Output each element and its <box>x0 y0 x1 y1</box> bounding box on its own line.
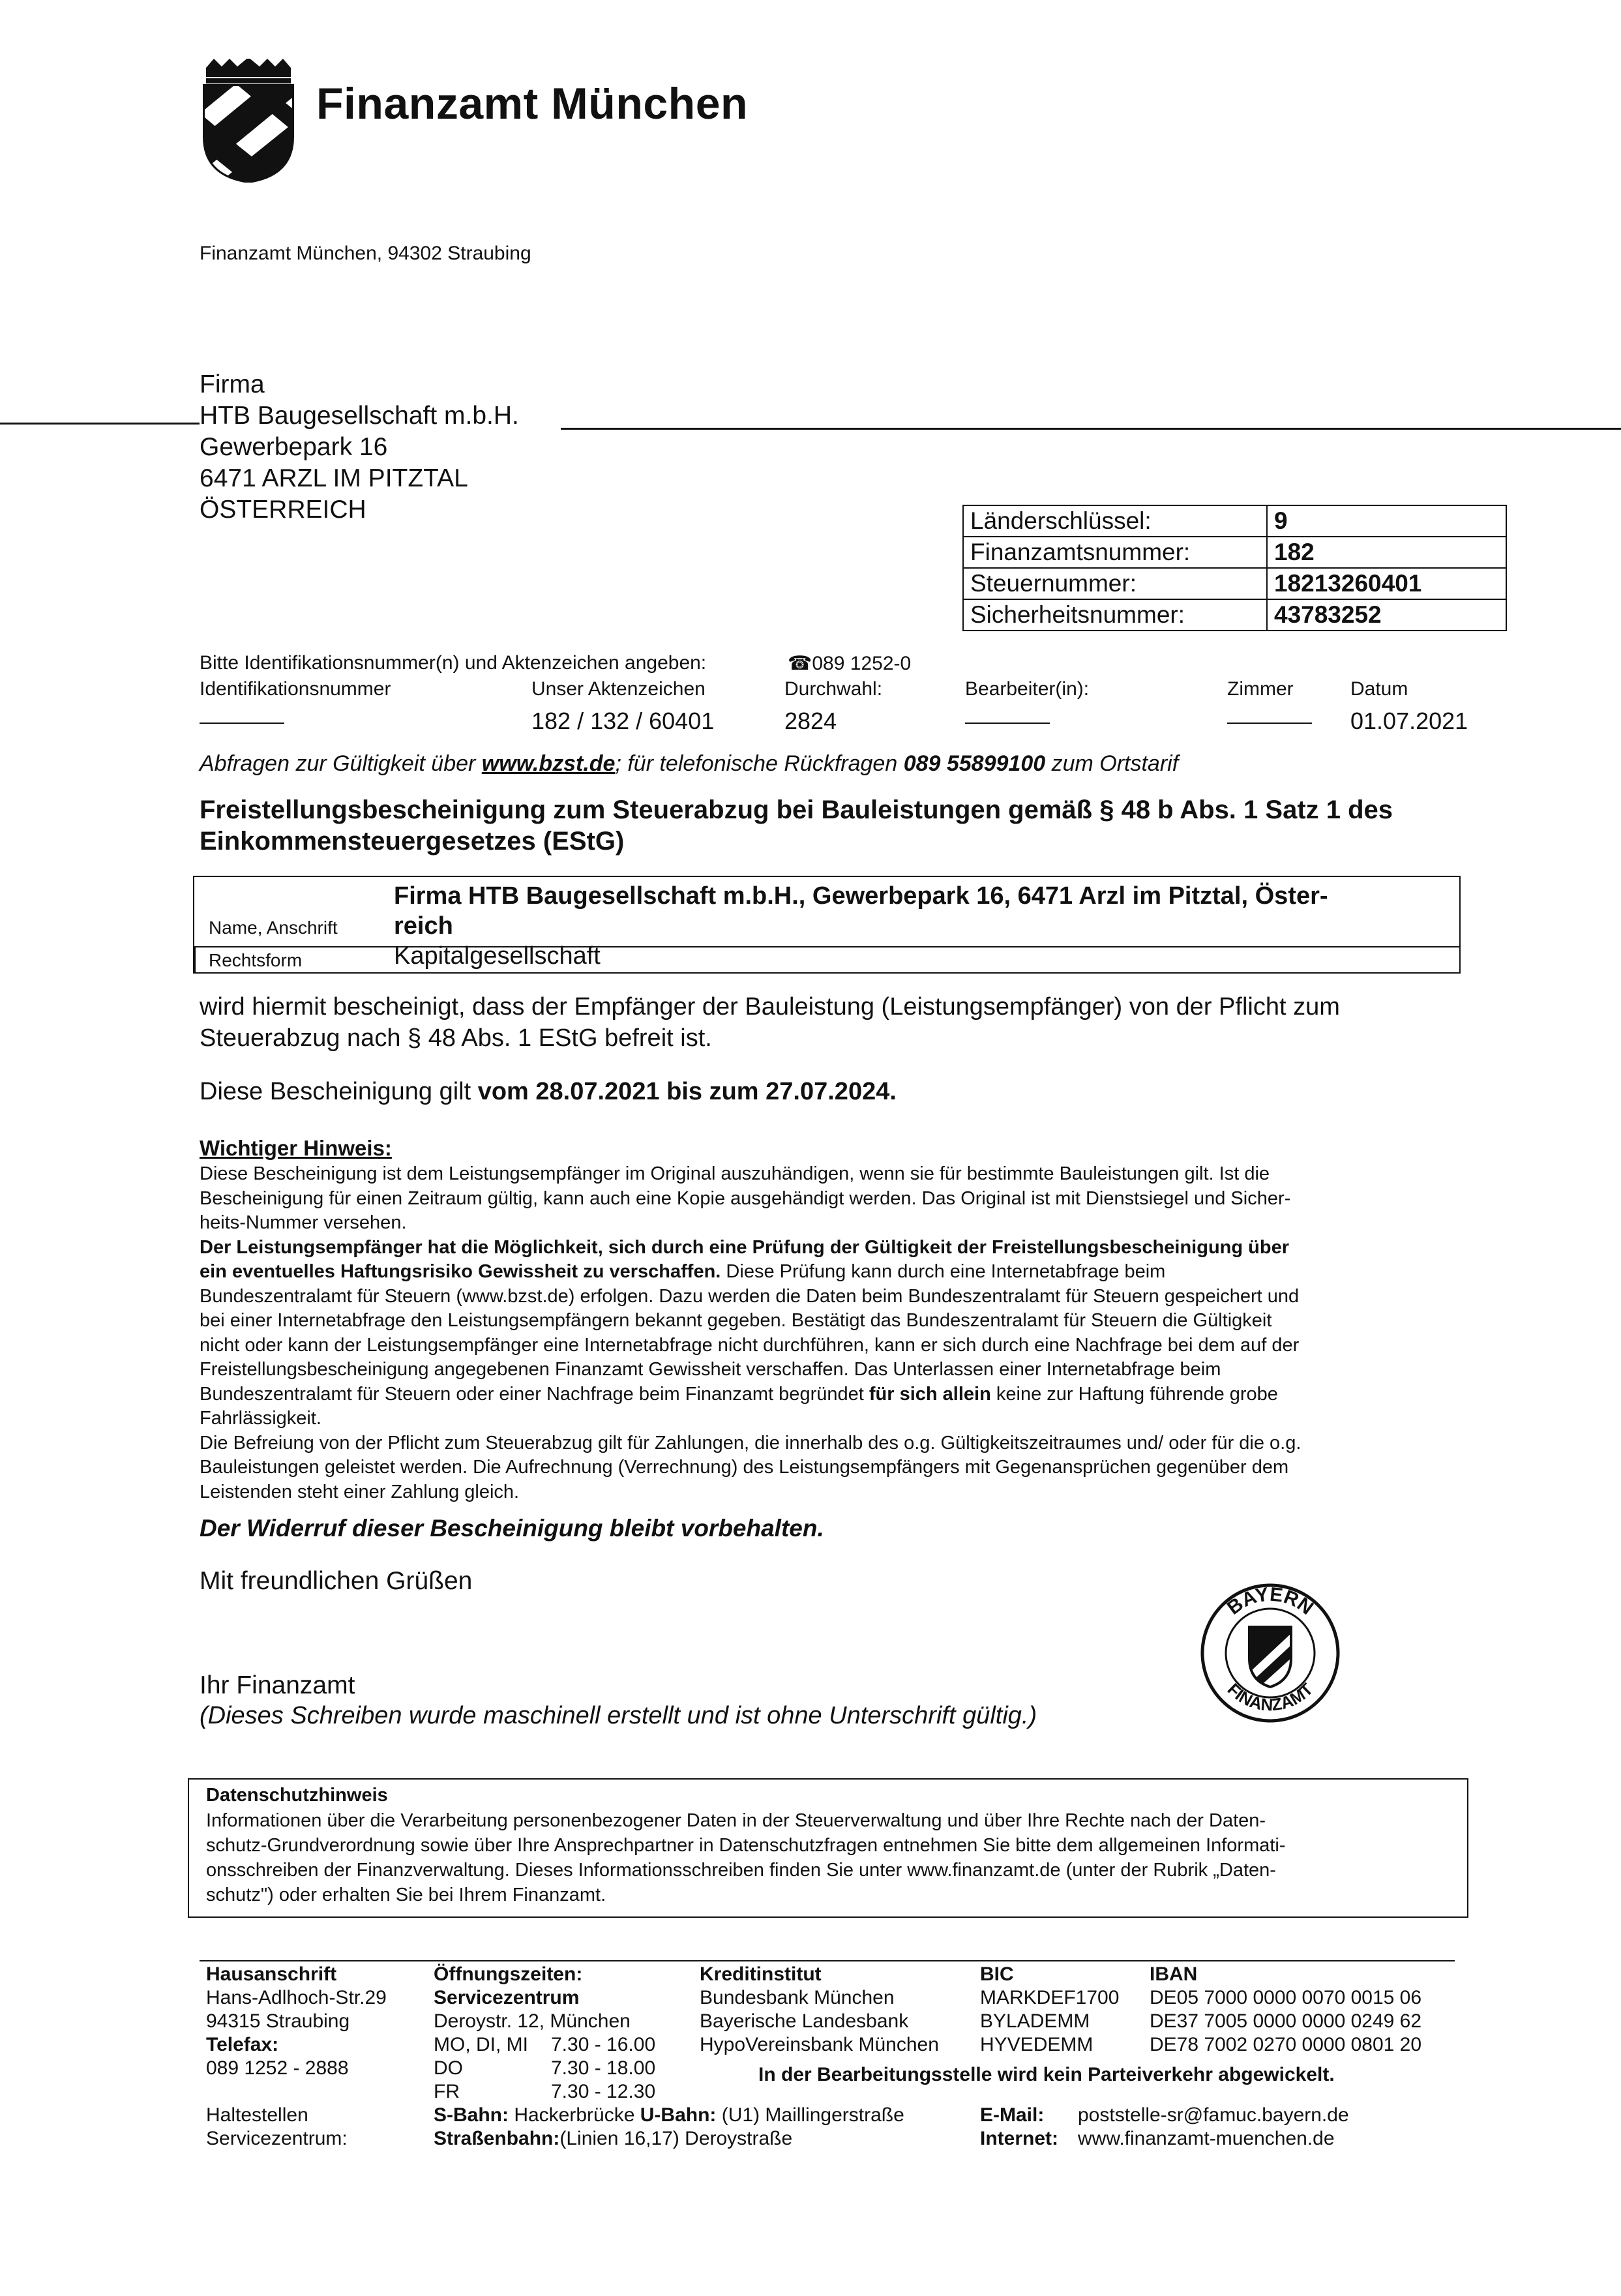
durchwahl-label: Durchwahl: <box>784 678 883 700</box>
fax-number: 089 1252 - 2888 <box>206 2057 349 2079</box>
recipient-line: 6471 ARZL IM PITZTAL <box>200 464 468 492</box>
bzst-link[interactable]: www.bzst.de <box>481 751 616 776</box>
bearbeiter-label: Bearbeiter(in): <box>965 678 1090 700</box>
recipient-address <box>200 369 519 526</box>
no-public-traffic-note: In der Bearbeitungsstelle wird kein Parteiverkehr abgewickelt. <box>758 2064 1335 2085</box>
name-label: Name, Anschrift <box>209 917 338 938</box>
machine-generated-note: (Dieses Schreiben wurde maschinell erstellt und ist ohne Unterschrift gültig.) <box>200 1702 1037 1729</box>
fold-mark-right <box>561 428 1621 430</box>
seal-top-text: BAYERN <box>1223 1583 1318 1619</box>
notice-line: Fahrlässigkeit. <box>200 1408 321 1429</box>
form-label: Rechtsform <box>209 950 303 970</box>
notice-line: Bundeszentralamt für Steuern oder einer Nachfrage beim Finanzamt begründet für sich allein keine zur Haftung führende grobe <box>200 1383 1278 1405</box>
office-title: Finanzamt München <box>316 79 749 128</box>
phone-icon: ☎ <box>788 653 812 674</box>
notice-line: Bescheinigung für einen Zeitraum gültig, kann auch eine Kopie ausgehändigt werden. Das Original ist mit Dienstsiegel und Sicher- <box>200 1187 1291 1209</box>
footer-banks: Kreditinstitut Bundesbank München Bayerische Landesbank HypoVereinsbank München <box>700 1963 939 2055</box>
certification-text: wird hiermit bescheinigt, dass der Empfänger der Bauleistung (Leistungsempfänger) von der Pflicht zum Steuerabzug nach § 48 Abs. 1 EStG befreit ist. <box>200 993 1340 1052</box>
key-label: Steuernummer: <box>963 568 1267 599</box>
table-row <box>963 568 1506 599</box>
seal-bottom-text: FINANZAMT <box>1223 1679 1317 1715</box>
tax-key-table <box>962 505 1507 631</box>
footer-bic: BIC MARKDEF1700 BYLADEMM HYVEDEMM <box>980 1963 1120 2055</box>
recipient-line: Firma <box>200 370 265 398</box>
recipient-line: HTB Baugesellschaft m.b.H. <box>200 402 519 430</box>
notice-line: bei einer Internetabfrage den Leistungsempfängern bekannt gegeben. Bestätigt das Bundeszentralamt für Steuern die Gültigkeit <box>200 1310 1272 1331</box>
email-link[interactable]: poststelle-sr@famuc.bayern.de <box>1078 2104 1349 2126</box>
key-label: Länderschlüssel: <box>963 505 1267 537</box>
revocation-note: Der Widerruf dieser Bescheinigung bleibt vorbehalten. <box>200 1515 824 1542</box>
important-notice-text <box>200 1162 1458 1504</box>
footer-hours-times: 7.30 - 16.00 7.30 - 18.00 7.30 - 12.30 <box>551 2034 656 2102</box>
table-row <box>963 537 1506 568</box>
footer-opening-hours: Öffnungszeiten: Servicezentrum Deroystr. 12, München <box>434 1963 631 2032</box>
divider <box>194 946 196 972</box>
key-value: 18213260401 <box>1267 568 1506 599</box>
footer-hours-days: MO, DI, MI DO FR <box>434 2034 528 2102</box>
recipient-line: Gewerbepark 16 <box>200 433 388 461</box>
notice-line: Die Befreiung von der Pflicht zum Steuerabzug gilt für Zahlungen, die innerhalb des o.g. Gültigkeitszeitraumes und/ oder für die o.g. <box>200 1432 1301 1454</box>
footer-iban: IBAN DE05 7000 0000 0070 0015 06 DE37 7005 0000 0000 0249 62 DE78 7002 0270 0000 0801 20 <box>1150 1963 1422 2055</box>
reference-instruction: Bitte Identifikationsnummer(n) und Aktenzeichen angeben: <box>200 652 707 674</box>
table-row <box>963 505 1506 537</box>
notice-line: Bundeszentralamt für Steuern (www.bzst.de) erfolgen. Dazu werden die Daten beim Bundeszentralamt für Steuern gespeichert und <box>200 1285 1300 1307</box>
legal-form: Kapitalgesellschaft <box>394 942 601 970</box>
zimmer-label: Zimmer <box>1227 678 1294 700</box>
id-empty-line <box>200 723 284 724</box>
footer-divider <box>200 1960 1455 1961</box>
notice-line: Der Leistungsempfänger hat die Möglichkeit, sich durch eine Prüfung der Gültigkeit der Freistellungsbescheinigung über <box>200 1236 1289 1258</box>
firm-name-address: Firma HTB Baugesellschaft m.b.H., Gewerbepark 16, 6471 Arzl im Pitztal, Öster- reich <box>394 882 1328 940</box>
validity-period: Diese Bescheinigung gilt vom 28.07.2021 bis zum 27.07.2024. <box>200 1078 897 1105</box>
datum-value: 01.07.2021 <box>1350 708 1468 734</box>
validity-dates: vom 28.07.2021 bis zum 27.07.2024. <box>477 1078 897 1105</box>
notice-line: heits-Nummer versehen. <box>200 1212 407 1233</box>
key-value: 43783252 <box>1267 599 1506 631</box>
greeting: Mit freundlichen Grüßen <box>200 1567 473 1595</box>
footer-transit: S-Bahn: Hackerbrücke U-Bahn: (U1) Maillingerstraße Straßenbahn:(Linien 16,17) Deroystraße <box>434 2104 904 2149</box>
privacy-notice-text: Informationen über die Verarbeitung personenbezogener Daten in der Steuerverwaltung und über Ihre Rechte nach der Daten- schutz-Grundverordnung sowie über Ihre Ansprechpartner in Datenschutzfragen entnehmen Sie bitte dem allgemeinen Informati- onsschreiben der Finanzverwaltung. Dieses Informationsschreiben finden Sie unter www.finanzamt.de (unter der Rubrik „Daten- schutz") oder erhalten Sie bei Ihrem Finanzamt. <box>206 1810 1286 1905</box>
hotline-number: 089 55899100 <box>903 751 1046 776</box>
recipient-line: ÖSTERREICH <box>200 496 366 524</box>
footer-contact-labels: E-Mail: Internet: <box>980 2104 1058 2149</box>
table-row <box>963 599 1506 631</box>
firm-details-table <box>193 876 1461 974</box>
sender-return-address: Finanzamt München, 94302 Straubing <box>200 243 531 264</box>
bavarian-coat-of-arms-logo <box>200 59 297 183</box>
zimmer-empty-line <box>1227 723 1312 724</box>
notice-line: Leistenden steht einer Zahlung gleich. <box>200 1481 520 1502</box>
az-value: 182 / 132 / 60401 <box>531 708 715 734</box>
key-label: Finanzamtsnummer: <box>963 537 1267 568</box>
key-label: Sicherheitsnummer: <box>963 599 1267 631</box>
document-title: Freistellungsbescheinigung zum Steuerabzug bei Bauleistungen gemäß § 48 b Abs. 1 Satz 1 des Einkommensteuergesetzes (EStG) <box>200 796 1393 856</box>
notice-line: Freistellungsbescheinigung angegebenen Finanzamt Gewissheit verschaffen. Das Unterlassen einer Internetabfrage beim <box>200 1359 1221 1380</box>
durchwahl-value: 2824 <box>784 708 837 734</box>
key-value: 182 <box>1267 537 1506 568</box>
notice-line: Diese Bescheinigung ist dem Leistungsempfänger im Original auszuhändigen, wenn sie für bestimmte Bauleistungen gilt. Ist die <box>200 1163 1270 1184</box>
footer-address: Hausanschrift Hans-Adlhoch-Str.29 94315 Straubing Telefax: 089 1252 - 2888 <box>206 1963 387 2079</box>
az-label: Unser Aktenzeichen <box>531 678 706 700</box>
footer-contact <box>1078 2104 1349 2151</box>
id-label: Identifikationsnummer <box>200 678 391 700</box>
important-notice-title: Wichtiger Hinweis: <box>200 1136 392 1160</box>
notice-line: Bauleistungen geleistet werden. Die Aufrechnung (Verrechnung) des Leistungsempfängers mit Gegenansprüchen gegenüber dem <box>200 1457 1289 1478</box>
footer-stops-label: Haltestellen Servicezentrum: <box>206 2104 348 2149</box>
signature-office: Ihr Finanzamt <box>200 1671 355 1699</box>
bearbeiter-empty-line <box>965 723 1050 724</box>
datum-label: Datum <box>1350 678 1408 700</box>
notice-line: nicht oder kann der Leistungsempfänger eine Internetabfrage nicht durchführen, kann er sich durch eine Nachfrage bei dem auf der <box>200 1334 1300 1356</box>
website-link[interactable]: www.finanzamt-muenchen.de <box>1078 2128 1335 2149</box>
privacy-notice-box <box>188 1778 1468 1918</box>
validity-note: Abfragen zur Gültigkeit über www.bzst.de; für telefonische Rückfragen 089 55899100 zum Ortstarif <box>200 751 1179 776</box>
fold-mark-left <box>0 423 200 425</box>
privacy-notice-title: Datenschutzhinweis <box>206 1785 388 1806</box>
key-value: 9 <box>1267 505 1506 537</box>
phone-contact <box>788 652 911 675</box>
official-seal <box>1198 1581 1342 1725</box>
phone-number: 089 1252-0 <box>812 653 912 674</box>
notice-line: ein eventuelles Haftungsrisiko Gewissheit zu verschaffen. Diese Prüfung kann durch eine Internetabfrage beim <box>200 1261 1166 1282</box>
